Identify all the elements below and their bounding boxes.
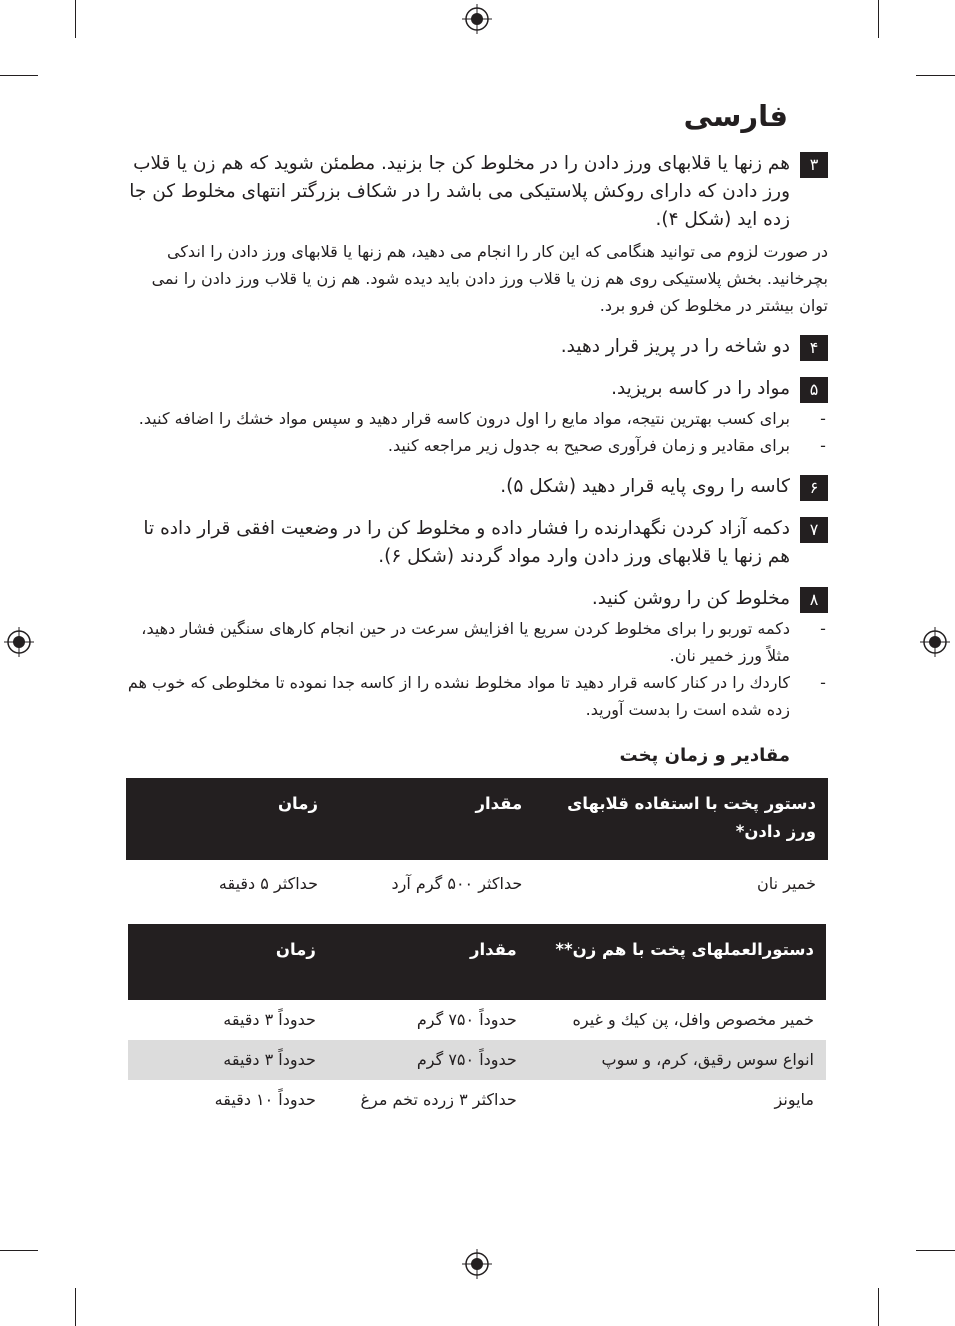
column-header-recipe: دستور پخت با استفاده قلابهای ورز دادن* bbox=[534, 778, 828, 860]
step-3 bbox=[126, 150, 828, 234]
crop-mark bbox=[75, 1288, 76, 1326]
page-content bbox=[126, 98, 828, 1120]
column-header-quantity: مقدار bbox=[330, 778, 534, 860]
column-header-quantity: مقدار bbox=[328, 924, 529, 1000]
table-cell: حدوداً ۳ دقيقه bbox=[128, 1040, 328, 1080]
step-instruction: دو شاخه را در پریز قرار دهید. bbox=[560, 335, 790, 357]
list-item bbox=[126, 669, 826, 723]
step-text bbox=[126, 150, 800, 234]
registration-mark-icon bbox=[462, 1249, 492, 1279]
registration-mark-icon bbox=[4, 627, 34, 657]
step-instruction: کاسه را روی پایه قرار دهید (شکل ۵). bbox=[500, 475, 790, 497]
crop-mark bbox=[75, 0, 76, 38]
crop-mark bbox=[878, 0, 879, 38]
table-cell: حداکثر ۵۰۰ گرم آرد bbox=[391, 873, 523, 893]
registration-mark-icon bbox=[920, 627, 950, 657]
step-number: ۵ bbox=[800, 377, 828, 403]
list-item-text: برای کسب بهترین نتیجه، مواد مایع را اول درون کاسه قرار دهید و سپس مواد خشك را اضافه کنید. bbox=[138, 408, 790, 428]
bullet-dash: - bbox=[820, 408, 826, 428]
list-item-text: کاردك را در کنار کاسه قرار دهید تا مواد مخلوط نشده را از کاسه جدا نموده تا مخلوطی که خوب هم زده شده است را بدست آورید. bbox=[127, 672, 790, 719]
crop-mark bbox=[916, 1250, 955, 1251]
table-header-row bbox=[128, 924, 826, 1000]
table-cell: حداکثر ۵ دقیقه bbox=[218, 873, 318, 893]
bullet-dash: - bbox=[820, 618, 826, 638]
list-item-text: دکمه توربو را برای مخلوط کردن سریع یا افزایش سرعت در حین انجام کارهای سنگین فشار دهید، مثلاً ورز خمیر نان. bbox=[141, 618, 790, 665]
list-item bbox=[126, 615, 826, 669]
table-cell: حدوداً ۷۵۰ گرم bbox=[328, 1040, 529, 1080]
table-row bbox=[126, 860, 828, 908]
column-header-recipe: دستورالعملهای پخت با هم زن** bbox=[529, 924, 826, 1000]
table-cell: حدوداً ۱۰ دقيقه bbox=[214, 1089, 316, 1109]
table-cell: خمیر نان bbox=[757, 873, 816, 893]
table-cell: حدوداً ۷۵۰ گرم bbox=[416, 1009, 517, 1029]
step-7 bbox=[126, 515, 828, 571]
table-header-row bbox=[126, 778, 828, 860]
step-instruction: مواد را در کاسه بریزید. bbox=[611, 377, 790, 399]
list-item bbox=[126, 432, 826, 459]
step-number: ۷ bbox=[800, 517, 828, 543]
crop-mark bbox=[0, 75, 38, 76]
section-title: مقادیر و زمان پخت bbox=[619, 744, 790, 766]
table-cell: حدوداً ۳ دقيقه bbox=[223, 1009, 316, 1029]
step-6 bbox=[126, 473, 828, 501]
crop-mark bbox=[916, 75, 955, 76]
registration-mark-icon bbox=[462, 4, 492, 34]
step-instruction: هم زنها یا قلابهای ورز دادن را در مخلوط کن جا بزنید. مطمئن شوید که هم زن یا قلاب ورز دادن که دارای روکش پلاستیکی می باشد را در شکاف بزرگتر انتهای مخلوط کن جا زده اید (شکل ۴). bbox=[129, 152, 790, 230]
step-number: ۶ bbox=[800, 475, 828, 501]
step-note: در صورت لزوم می توانید هنگامی که این کار را انجام می دهید، هم زنها یا قلابهای ورز دادن را اندکی بچرخانید. بخش پلاستیکی روی هم زن یا قلاب ورز دادن باید دیده شود. هم زن یا قلاب ورز دادن را نمی توان بیشتر در مخلوط کن فرو برد. bbox=[151, 241, 828, 315]
crop-mark bbox=[0, 1250, 38, 1251]
table-row bbox=[128, 1000, 826, 1040]
crop-mark bbox=[878, 1288, 879, 1326]
bullet-list bbox=[126, 615, 828, 723]
bullet-dash: - bbox=[820, 435, 826, 455]
table-row bbox=[128, 1040, 826, 1080]
step-number: ۳ bbox=[800, 152, 828, 178]
step-number: ۸ bbox=[800, 587, 828, 613]
column-header-time: زمان bbox=[126, 778, 330, 860]
list-item bbox=[126, 405, 826, 432]
step-8 bbox=[126, 585, 828, 613]
beaters-table bbox=[128, 924, 826, 1120]
bullet-list bbox=[126, 405, 828, 459]
kneading-hooks-table bbox=[126, 778, 828, 908]
bullet-dash: - bbox=[820, 672, 826, 692]
page-title: فارسی bbox=[683, 99, 788, 133]
step-5 bbox=[126, 375, 828, 403]
step-instruction: دکمه آزاد کردن نگهدارنده را فشار داده و مخلوط کن را در وضعیت افقی قرار داده تا هم زنها یا قلابهای ورز دادن وارد مواد گردند (شکل ۶). bbox=[143, 517, 790, 567]
table-cell: خمیر مخصوص وافل، پن كيك و غيره bbox=[572, 1009, 814, 1029]
step-4 bbox=[126, 333, 828, 361]
table-row bbox=[128, 1080, 826, 1120]
list-item-text: برای مقادیر و زمان فرآوری صحیح به جدول زیر مراجعه کنید. bbox=[387, 435, 790, 455]
step-number: ۴ bbox=[800, 335, 828, 361]
column-header-time: زمان bbox=[128, 924, 328, 1000]
step-instruction: مخلوط کن را روشن کنید. bbox=[591, 587, 790, 609]
table-cell: حداکثر ۳ زرده تخم مرغ bbox=[360, 1089, 517, 1109]
table-cell: انواع سوس رقيق، كرم، و سوپ bbox=[529, 1040, 826, 1080]
table-cell: مايونز bbox=[774, 1089, 814, 1109]
